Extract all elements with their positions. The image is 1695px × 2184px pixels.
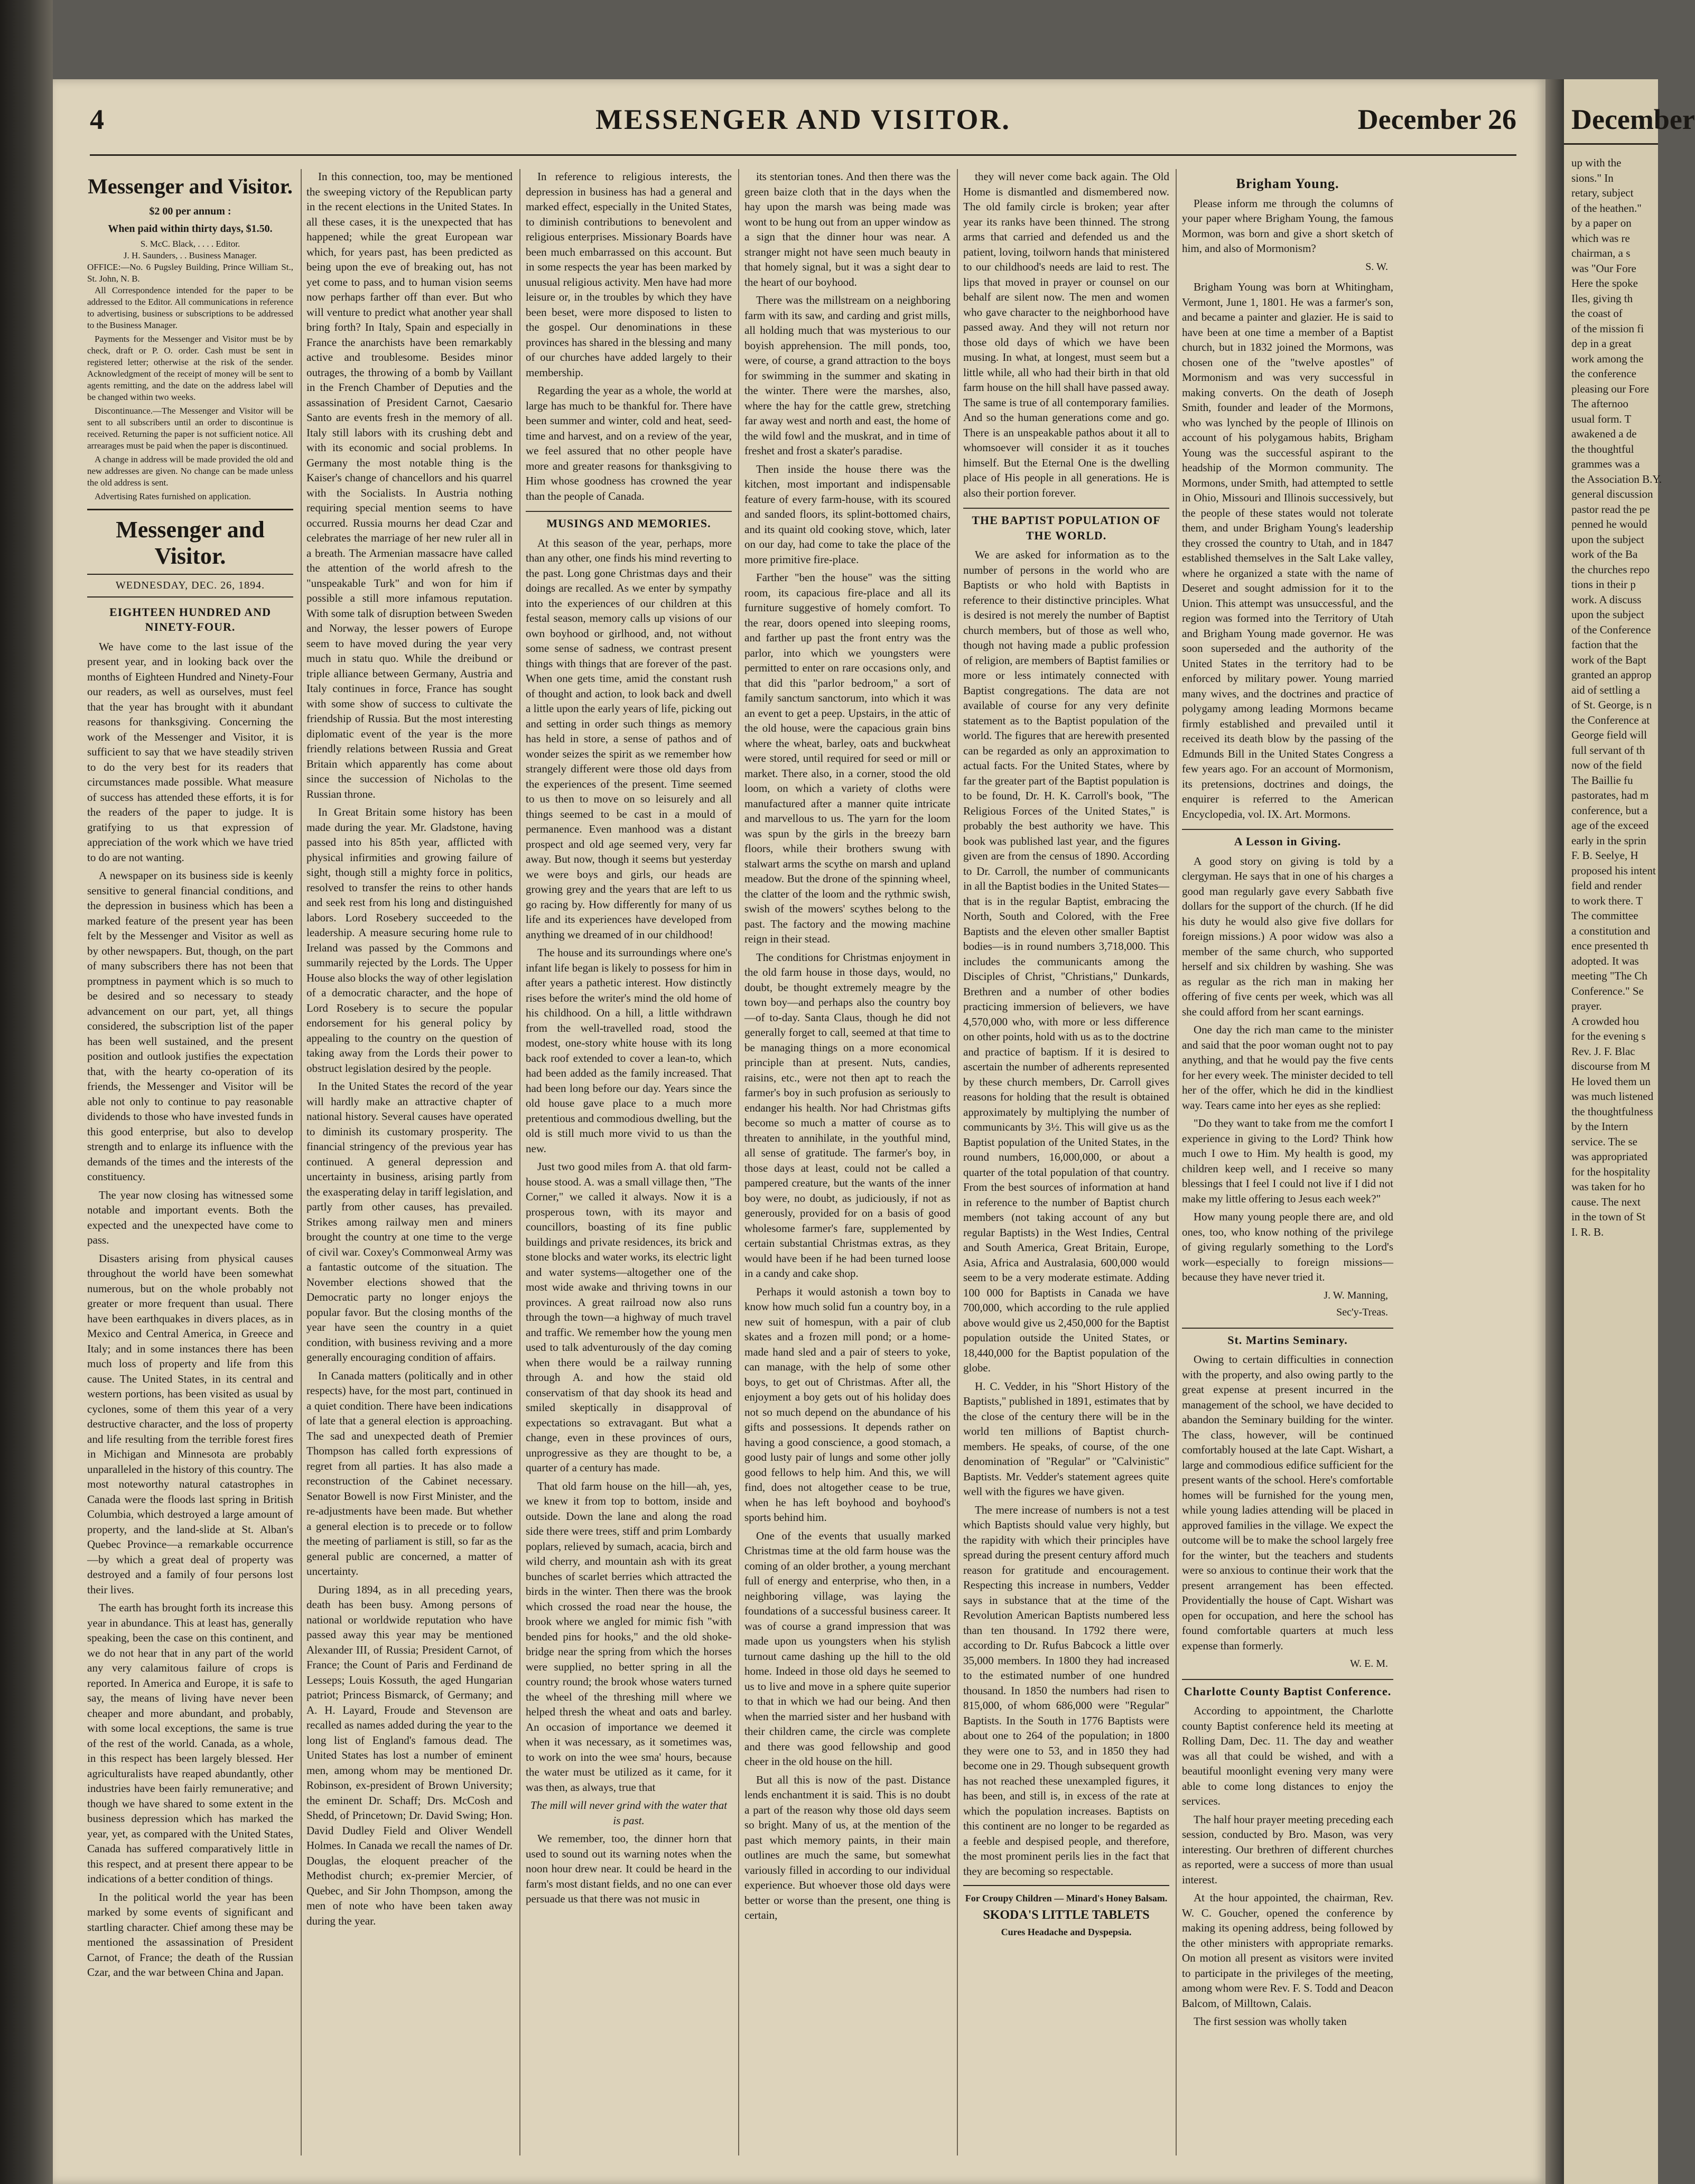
facing-page-line: retary, subject xyxy=(1571,186,1634,199)
facing-page-line: general discussion xyxy=(1571,488,1653,500)
paragraph: Then inside the house there was the kitchen, most important and indispensable feature of every farm-house, with its scoured and sanded floors, its splint-bottomed chairs, and its quaint old cooking stove, which, later on our day, had come to take the place of the more primitive fire-place. xyxy=(744,462,951,566)
facing-page-header: December xyxy=(1571,104,1695,135)
facing-page-line: of the heathen." xyxy=(1571,201,1642,214)
notice-payments: Payments for the Messenger and Visitor must be by check, draft or P. O. order. Cash must be sent in registered letter; otherwise at the risk of the sender. Acknowledgment of the receipt of money will be sent to agents remitting, and the date on the address label will be changed within two weeks. xyxy=(87,334,293,402)
notice-correspondence: All Correspondence intended for the paper to be addressed to the Editor. All communications in reference to advertising, business or subscriptions to be addressed to the Business Manager. xyxy=(87,285,293,330)
facing-page-line: the Association B.Y. xyxy=(1571,472,1662,486)
column-2 xyxy=(306,169,513,2166)
article-title: A Lesson in Giving. xyxy=(1182,829,1393,850)
facing-page-line: age of the exceed xyxy=(1571,819,1649,832)
quotation: The mill will never grind with the water that is past. xyxy=(530,1799,728,1827)
page-number: 4 xyxy=(90,104,104,135)
facing-page-line: conference, but a xyxy=(1571,804,1647,817)
masthead: MESSENGER AND VISITOR. xyxy=(595,104,1011,135)
paragraph: "Do they want to take from me the comfort I experience in giving to the Lord? Think how much I owe to Him. My health is good, my children keep well, and I receive so many blessings that I feel I could not live if I did not make my little offering to Jesus each week?" xyxy=(1182,1117,1393,1205)
facing-page-line: for the evening s xyxy=(1571,1030,1646,1042)
facing-page-line: the thoughtful xyxy=(1571,442,1634,455)
notice-advertising: Advertising Rates furnished on application. xyxy=(95,491,252,501)
page-header xyxy=(90,103,1516,145)
header-rule xyxy=(90,154,1516,156)
facing-page-line: upon the subject xyxy=(1571,533,1644,546)
paragraph: How many young people there are, and old ones, too, who know nothing of the privilege of giving regularly something to the Lord's work—especially to foreign missions—because they have never tried it. xyxy=(1182,1210,1393,1283)
facing-page-line: grammes was a xyxy=(1571,458,1640,470)
facing-page-line: of the mission fi xyxy=(1571,322,1644,335)
paragraph: Regarding the year as a whole, the world at large has much to be thankful for. There have been summer and winter, cold and heat, seed-time and harvest, and on a review of the year, we feel assured that no other people have more and greater reasons for thanksgiving to Him whose goodness has crowned the year than the people of Canada. xyxy=(526,384,732,502)
paragraph: its stentorian tones. And then there was the green baize cloth that in the days when the hay upon the marsh was being made was wont to be hung out from an upper window as a sign that the dinner hour was near. A stranger might not have seen much beauty in that homely signal, but it was a sight dear to the heart of our boyhood. xyxy=(744,170,951,288)
article-title: St. Martins Seminary. xyxy=(1182,1328,1393,1348)
facing-page-line: I. R. B. xyxy=(1571,1225,1604,1238)
facing-page-line: which was re xyxy=(1571,231,1630,245)
notice-address-change: A change in address will be made provided the old and new addresses are given. No change can be made unless the old address is sent. xyxy=(87,454,293,488)
paragraph: they will never come back again. The Old Home is dismantled and dismembered now. The old family circle is broken; year after year its ranks have been thinned. The strong arms that carried and defended us and the patient, loving, toilworn hands that ministered to our childhood's needs are laid to rest. The lips that moved in prayer or counsel on our behalf are silent now. The men and women who gave character to the neighborhood have passed away. And they will not return nor those old days of which we have been musing. In what, at longest, must seem but a little while, all who had their birth in that old farm house on the hill shall have passed away. The same is true of all contemporary families. And so the human generations come and go. There is an unspeakable pathos about it all to whomsoever will consider it as it touches himself. But the Eternal One is the dwelling place of His people in all generations. He is also their portion forever. xyxy=(963,170,1169,499)
paragraph: Owing to certain difficulties in connection with the property, and also owing partly to the great expense at present incurred in the management of the school, we have decided to abandon the Seminary building for the winter. The class, however, will be continued comfortably housed at the late Capt. Wishart, a large and commodious edifice sufficient for the present wants of the school. Here's comfortable homes will be furnished for the young men, while young ladies attending will be placed in approved families in the village. We expect the outcome will be to make the school largely free for the winter, but the teachers and students were so anxious to continue their work that the present arrangement has been effected. Providentially the house of Capt. Wishart was open for occupation, and here the school has found comfortable quarters at much less expense than formerly. xyxy=(1182,1353,1393,1652)
paragraph: There was the millstream on a neighboring farm with its saw, and carding and grist mills, all holding much that was mysterious to our boyish apprehension. The mill ponds, too, were, of course, a grand attraction to the boys for swimming in the summer and skating in the winter. There were the marshes, also, where the hay for the cattle grew, stretching far away west and north and east, the home of the wild fowl and the muskrat, and in time of freshet and frost a skater's paradise. xyxy=(744,294,951,457)
terms-line-2: When paid within thirty days, $1.50. xyxy=(108,222,273,235)
facing-page-text xyxy=(1564,155,1662,1239)
facing-page-line: was taken for ho xyxy=(1571,1180,1645,1193)
column-rule xyxy=(301,169,302,2155)
divider xyxy=(87,596,293,598)
facing-page-line: was much listened xyxy=(1571,1090,1654,1103)
paragraph: The conditions for Christmas enjoyment in the old farm house in those days, would, no doubt, be thought extremely meagre by the town boy—and perhaps also the country boy—of to-day. Santa Claus, though he did not generally forget to call, seemed at that time to be managing things on a more economical principle than at present. Nuts, candies, raisins, etc., were not then apt to reach the farmer's boy in such profusion as seriously to endanger his health. Nor had Christmas gifts become so much a matter of course as to threaten to annihilate, in the youthful mind, all sense of gratitude. The farmer's boy, in those days at least, could not be called a pampered creature, but the wants of the inner boy were, no doubt, as judiciously, if not as generously, provided for on a basis of good wholesome farmer's fare, supplemented by certain substantial Christmas extras, as they would have been if he had been turned loose in a candy and cake shop. xyxy=(744,950,951,1280)
paragraph: H. C. Vedder, in his "Short History of the Baptists," published in 1891, estimates that by the close of the century there will be in the world ten millions of Baptist church-members. He speaks, of course, of the one denomination of "Regular" or "Calvinistic" Baptists. Mr. Vedder's statement agrees quite well with the figures we have given. xyxy=(963,1379,1169,1498)
facing-page-line: the conference xyxy=(1571,367,1636,380)
book-spine xyxy=(0,0,53,2184)
paragraph: Please inform me through the columns of your paper where Brigham Young, the famous Mormon, was born and give a short sketch of him, and also of Mormonism? xyxy=(1182,197,1393,255)
facing-page-line: The Baillie fu xyxy=(1571,773,1633,787)
facing-page-line: prayer. xyxy=(1571,1000,1602,1012)
paragraph: Perhaps it would astonish a town boy to know how much solid fun a country boy, in a new suit of homespun, with a pair of club skates and a frozen mill pond; or a home-made hand sled and a pair of steers to yoke, can manage, with the help of some other boys, to get out of Christmas. After all, the enjoyment a boy gets out of his holiday does not so much depend on the abundance of his gifts and possessions. It depends rather on having a good conscience, a good stomach, a good lusty pair of lungs and some other jolly good fellows to help him. And this, we will find, does not altogether cease to be true, when he has left boyhood and boyhood's sports behind him. xyxy=(744,1285,951,1524)
facing-page-line: ence presented th xyxy=(1571,939,1649,952)
paragraph: We are asked for information as to the number of persons in the world who are Baptists or who hold with Baptists in reference to their distinctive principles. What is desired is not merely the number of Baptist church members, but of those as well who, though not having made a public profession of religion, are members of Baptist families or more or less intimately connected with Baptist congregations. The data are not available of course for any very definite statement as to the Baptist population of the world. The figures that are herewith presented can be regarded as only an approximation to actual facts. For the United States, where by far the greater part of the Baptist population is to be found, Dr. H. K. Carroll's book, "The Religious Forces of the United States," is probably the best authority we have. This book was published last year, and the figures given are from the census of 1890. According to Dr. Carroll, the number of communicants in all the Baptist bodies in the United States—that is in the regular Baptist, embracing the North, South and Colored, with the Free Baptists and the eleven other smaller Baptist bodies—is in round numbers 3,718,000. This includes the communicants among the Disciples of Christ, "Christians," Dunkards, Brethren and a number of other bodies practicing immersion of believers, we have 4,570,000 who, with more or less difference on other points, hold with us as to the doctrine and practice of baptism. If it is desired to ascertain the number of adherents represented by these church members, Dr. Carroll gives reasons for holding that the result is obtained approximately by multiplying the number of communicants by 3½. This will give us as the Baptist population of the United States, in the round numbers, 16,000,000, or about a quarter of the total population of that country. From the best sources of information at hand in reference to the number of Baptist church members (not taking account of any but regular Baptists) in the West Indies, Central and South America, Great Britain, Europe, Asia, Africa and Australasia, 600,000 would seem to be a very moderate estimate. Adding 100 000 for Baptists in Canada we have 700,000, which according to the rule applied above would give us 2,450,000 for the Baptist population outside the United States, or 18,440,000 for the Baptist population of the globe. xyxy=(963,548,1169,1374)
facing-page-line: to work there. T xyxy=(1571,894,1643,907)
advertisement-skoda: SKODA'S LITTLE TABLETS xyxy=(983,1908,1150,1922)
column-3 xyxy=(526,169,732,2166)
paragraph: But all this is now of the past. Distance lends enchantment it is said. This is no doubt a part of the reason why those old days seem so bright. Many of us, at the mention of the past which memory paints, in their main outlines are much the same, but somewhat variously filled in according to our individual experience. But whoever those old days were better or worse than the present, one thing is certain, xyxy=(744,1773,951,1921)
facing-page-line: George field will xyxy=(1571,729,1647,741)
facing-page-line: was appropriated xyxy=(1571,1150,1648,1163)
paragraph: According to appointment, the Charlotte county Baptist conference held its meeting at Rolling Dam, Dec. 11. The day and weather was all that could be wished, and with a beautiful moonlight evening very many were able to come long distances to enjoy the services. xyxy=(1182,1704,1393,1807)
article-title: THE BAPTIST POPULATION OF THE WORLD. xyxy=(963,508,1169,543)
column-6 xyxy=(1182,169,1393,2166)
facing-page-line: A crowded hou xyxy=(1571,1014,1640,1028)
facing-page-line: pastorates, had m xyxy=(1571,789,1649,801)
facing-page-line: Here the spoke xyxy=(1571,277,1638,290)
column-rule xyxy=(1176,169,1177,2155)
facing-page-line: Iles, giving th xyxy=(1571,292,1633,305)
terms-line-1: $2 00 per annum : xyxy=(149,206,231,217)
paragraph: The mere increase of numbers is not a test which Baptists should value very highly, but the rapidity with which their principles have spread during the present century afford much reason for gratitude and encouragement. Respecting this increase in numbers, Vedder says in substance that at the time of the Revolution American Baptists numbered less than ten thousand. In 1792 there were, according to Dr. Rufus Babcock a little over 35,000 members. In 1800 they had increased to the estimated number of one hundred thousand. In 1850 the numbers had risen to 815,000, of whom 686,000 were "Regular" Baptists. In the South in 1776 Baptists were about one to 264 of the population; in 1800 they were one to 53, and in 1850 they had become one in 29. Though subsequent growth has not reached these unexampled figures, it has been, and still is, in excess of the rate at which the population increases. Baptists on this continent are no longer to be regarded as a feeble and despised people, and therefore, the most prominent perils lies in the fact that they are becoming so respectable. xyxy=(963,1503,1169,1878)
paragraph: A newspaper on its business side is keenly sensitive to general financial conditions, and the depression in business which has been a marked feature of the present year has been felt by the Messenger and Visitor as well as by other newspapers. But, though, on the part of many subscribers there has not been that promptness in payment which is so much to be desired and so necessary to steady advancement on our part, yet, all things considered, the subscription list of the paper has been well sustained, and the present position and outlook justifies the expectation that, with the hearty co-operation of its friends, the Messenger and Visitor will be able not only to continue to pay reasonable dividends to those who have invested funds in this good enterprise, but also to develop strength and to enlarge its influence with the demands of the times and the interests of the constituency. xyxy=(87,869,293,1183)
facing-page-line: work of the Bapt xyxy=(1571,653,1646,666)
facing-page-line: He loved them un xyxy=(1571,1075,1651,1088)
facing-page-line: work among the xyxy=(1571,352,1644,365)
facing-page-line: penned he would xyxy=(1571,518,1647,530)
facing-page-line: now of the field xyxy=(1571,759,1642,771)
facing-page-line: usual form. T xyxy=(1571,412,1632,425)
facing-page-line: for the hospitality xyxy=(1571,1165,1651,1178)
facing-page-line: awakened a de xyxy=(1571,427,1637,440)
facing-page-line: F. B. Seelye, H xyxy=(1571,849,1638,862)
facing-page-line: work of the Ba xyxy=(1571,548,1638,561)
advertisement-balsam: For Croupy Children — Minard's Honey Balsam. xyxy=(965,1893,1168,1903)
paragraph: The first session was wholly taken xyxy=(1194,2015,1347,2028)
column-rule xyxy=(519,169,520,2155)
paragraph: Just two good miles from A. that old farm-house stood. A. was a small village then, "The Corner," we called it always. Now it is a prosperous town, with its mayor and councillors, boasting of its fine public buildings and private residences, its brick and stone blocks and water works, its electric light and water systems—altogether one of the most wide awake and thriving towns in our provinces. A great railroad now also runs through the town—a highway of much travel and traffic. We remember how the young men used to talk adventurously of the day coming when there would be a railway running through A. and how the staid old conservatism of that day shook its head and smiled skeptically in disapproval of expectations so extravagant. But what a change, even in these provinces of ours, unprogressive as they are thought to be, a quarter of a century has made. xyxy=(526,1160,732,1474)
facing-page-line: adopted. It was xyxy=(1571,954,1639,967)
facing-page-line: in the town of St xyxy=(1571,1210,1645,1223)
facing-page-line: work. A discuss xyxy=(1571,593,1642,606)
signature: W. E. M. xyxy=(1349,1658,1388,1669)
signature: S. W. xyxy=(1365,260,1388,273)
book-gutter xyxy=(1545,79,1564,2184)
paragraph: Farther "ben the house" was the sitting room, its capacious fire-place and all its furniture suggestive of homely comfort. To the rear, doors opened into sleeping rooms, and farther up past the front entry was the parlor, into which we youngsters were permitted to enter on rare occasions only, and that did this "parlor bedroom," a sort of family sanctum sanctorum, into which it was an event to get a peep. Upstairs, in the attic of the old house, were the capacious grain bins where the wheat, barley, oats and buckwheat were stored, until required for seed or mill or market. There also, in a corner, stood the old loom, on which a variety of cloths were manufactured after a manner quite intricate and marvellous to us. The yarn for the loom was spun by the girls in the breezy barn floors, while their brothers swung with stalwart arms the scythe on marsh and upland meadow. But the drone of the spinning wheel, the clatter of the loom and the rythmic swish, swish of the mowers' scythes belong to the past. The factory and the mowing machine reign in their stead. xyxy=(744,571,951,945)
editorial-title: Messenger and Visitor. xyxy=(116,517,265,569)
facing-page-line: tions in their p xyxy=(1571,578,1636,591)
facing-page-line: the thoughtfulness xyxy=(1571,1105,1653,1118)
paragraph: In this connection, too, may be mentioned the sweeping victory of the Republican party in the recent elections in the United States. In all these cases, it is the unexpected that has happened; while the great European war which, for years past, has been predicted as being upon the eve of breaking out, has not yet come to pass, and to human vision seems now perhaps farther off than ever. But who will venture to predict what another year shall bring forth? In Italy, Spain and especially in France the anarchists have been remarkably active and troublesome. Besides minor outrages, the throwing of a bomb by Vaillant in the French Chamber of Deputies and the assassination of President Carnot, Caesario Santo are events fresh in the memory of all. Italy still labors with its crushing debt and with its economic and social problems. In Germany the most notable thing is the Kaiser's change of chancellors and his quarrel with the Socialists. In Austria nothing requiring special mention seems to have occurred. Russia mourns her dead Czar and celebrates the marriage of her new ruler all in a breath. The Armenian massacre have called the attention of the world afresh to the "unspeakable Turk" and won for him if possible a still more infamous reputation. With some talk of disruption between Sweden and Norway, the lesser powers of Europe seem to have moved during the year very much in statu quo. While the dreibund or triple alliance between Germany, Austria and Italy continues in force, France has sought with some show of success to cultivate the friendship of Russia. But the most interesting diplomatic event of the year is the more friendly relations between Russia and Great Britain which apparently has come about since the succession of Nicholas to the Russian throne. xyxy=(306,170,513,800)
divider xyxy=(87,574,293,575)
paragraph: The year now closing has witnessed some notable and important events. Both the expected and the unexpected have come to pass. xyxy=(87,1188,293,1246)
column-4 xyxy=(744,169,951,2166)
facing-page-line: Conference." Se xyxy=(1571,984,1644,997)
column-rule xyxy=(738,169,739,2155)
facing-page-line: by a paper on xyxy=(1571,217,1632,229)
issue-date-header: December 26 xyxy=(1357,104,1516,135)
editor-line: S. McC. Black, . . . . Editor. xyxy=(140,239,240,249)
column-5 xyxy=(963,169,1169,2166)
facing-page-line: service. The se xyxy=(1571,1135,1637,1148)
facing-page-line: the churches repo xyxy=(1571,563,1650,576)
article-title: MUSINGS AND MEMORIES. xyxy=(526,511,732,531)
paragraph: One day the rich man came to the minister and said that the poor woman ought not to pay anything, and that he would pay the five cents for her every week. The minister decided to tell her of the offer, which he did in the kindliest way. Tears came into her eyes as she replied: xyxy=(1182,1023,1393,1112)
column-1 xyxy=(87,169,293,2166)
facing-page-line: early in the sprin xyxy=(1571,834,1646,847)
paragraph: The house and its surroundings where one's infant life began is likely to possess for him in after years a pathetic interest. How distinctly rises before the writer's mind the old home of his childhood. On a hill, a little withdrawn from the well-travelled road, stood the modest, one-story white house with its long back roof extended to cover a lean-to, which had been added as the family increased. That had been long before our day. Years since the old house gave place to a much more pretentious and commodious dwelling, but the old is still much more vivid to us than the new. xyxy=(526,946,732,1155)
facing-page-line: sions." In xyxy=(1571,171,1614,184)
facing-page-line: Rev. J. F. Blac xyxy=(1571,1044,1635,1058)
signature-title: Sec'y-Treas. xyxy=(1336,1306,1388,1318)
paragraph: During 1894, as in all preceding years, death has been busy. Among persons of national or worldwide reputation who have passed away this year may be mentioned Alexander III, of Russia; President Carnot, of France; the Count of Paris and Ferdinand de Lesseps; Louis Kossuth, the aged Hungarian patriot; Princess Bismarck, of Germany; and A. H. Layard, Froude and Stevenson are recalled as names added during the year to the long list of England's famous dead. The United States has lost a number of eminent men, among whom may be mentioned Dr. Robinson, ex-president of Brown University; the eminent Dr. Schaff; Drs. McCosh and Shedd, of Princetown; Dr. David Swing; Hon. David Dudley Field and Oliver Wendell Holmes. In Canada we recall the names of Dr. Douglas, the eloquent preacher of the Methodist church; ex-premier Mercier, of Quebec, and Sir John Thompson, among the men of note who have been taken away during the year. xyxy=(306,1583,513,1927)
facing-page-line: granted an approp xyxy=(1571,668,1652,681)
paragraph: Brigham Young was born at Whitingham, Vermont, June 1, 1801. He was a farmer's son, and became a painter and glazier. He is said to have been at one time a member of a Baptist church, but in 1832 joined the Mormons, was chosen one of the "twelve apostles" of Mormonism and was very successful in making converts. On the death of Joseph Smith, founder and leader of the Mormons, who was lynched by the people of Illinois on account of his polygamous habits, Brigham Young was the successful aspirant to the headship of the Mormon community. The Mormons, under Smith, had attempted to settle in Ohio, Missouri and Illinois successively, but the people of these states would not tolerate them, and under Brigham Young's leadership they crossed the country to Utah, and in 1847 established themselves in the Salt Lake valley, where he organized a state with the name of Deseret and sought admission for it to the Union. This attempt was unsuccessful, and the region was formed into the Territory of Utah and Brigham Young made governor. He was soon superseded and the authority of the United States in the territory had to be enforced by military power. Young married many wives, and the doctrines and practice of polygamy among leading Mormons became firmly established and prevailed until it received its death blow by the passing of the Edmunds Bill in the United States Congress a few years ago. For an account of Mormonism, its pretensions, doctrines and doings, the enquirer is referred to the American Encyclopedia, vol. IX. Art. Mormons. xyxy=(1182,281,1393,820)
facing-page-line: proposed his intent xyxy=(1571,864,1656,877)
facing-page-line: discourse from M xyxy=(1571,1060,1651,1072)
facing-page-line: up with the xyxy=(1571,156,1622,169)
article-title: EIGHTEEN HUNDRED AND NINETY-FOUR. xyxy=(109,605,272,633)
facing-page xyxy=(1564,79,1695,2184)
paragraph: A good story on giving is told by a clergyman. He says that in one of his charges a good man regularly gave every Sabbath five dollars for the support of the church. (If he did his duty he would also give five dollars for foreign missions.) A poor widow was also a member of the same church, who supported herself and six children by washing. She was as regular as the rich man in making her offering of five cents per week, which was all she could afford from her scant earnings. xyxy=(1182,854,1393,1018)
facing-page-line: field and render xyxy=(1571,879,1642,892)
office-address: OFFICE:—No. 6 Pugsley Building, Prince William St., St. John, N. B. xyxy=(87,262,293,284)
manager-line: J. H. Saunders, . . Business Manager. xyxy=(123,250,257,260)
facing-page-line: pleasing our Fore xyxy=(1571,382,1649,395)
paragraph: That old farm house on the hill—ah, yes, we knew it from top to bottom, inside and outside. Down the lane and along the road side there were trees, stiff and prim Lombardy poplars, relieved by sumach, acacia, birch and wild cherry, and mountain ash with its great bunches of scarlet berries which attracted the birds in the winter. Then there was the brook which crossed the road near the house, the brook where we angled for mimic fish "with bended pins for hooks," and the old shoke-bridge near the spring from which the horses were supplied, no better spring in all the country round; the brook whose waters turned the wheel of the threshing mill where we helped thresh the wheat and oats and barley. An occasion of importance we deemed it when it was necessary, as it sometimes was, to work on into the wee sma' hours, because the water must be utilized as it came, for it was then, as always, true that xyxy=(526,1479,732,1794)
paragraph: At this season of the year, perhaps, more than any other, one finds his mind reverting to the past. Long gone Christmas days and their doings are recalled. As we enter by sympathy into the experiences of our children at this festal season, memory calls up visions of our own boyhood or girlhood, and, not without some sense of sadness, we contrast present things with things that are forever of the past. When one gets time, amid the constant rush of thought and action, to look back and dwell a little upon the early years of life, picking out and setting in order such things as memory has held in store, a sense of pathos and of wonder seizes the spirit as we remember how strangely different were those old days from the experiences of the present. Time seemed to us then to move on so leisurely and all things seemed to be cast in a mould of permanence. Even manhood was a distant prospect and old age seemed very, very far away. But now, though it seems but yesterday we were boys and girls, our heads are growing grey and the years that are left to us go racing by. How differently for many of us life and its experiences have developed from anything we dreamed of in our childhood! xyxy=(526,536,732,941)
facing-page-line: was "Our Fore xyxy=(1571,262,1636,275)
paragraph: At the hour appointed, the chairman, Rev. W. C. Goucher, opened the conference by making its opening address, being followed by the other ministers with appropriate remarks. On motion all present as visitors were invited to participate in the privileges of the meeting, among whom were Rev. F. S. Todd and Deacon Balcom, of Milltown, Calais. xyxy=(1182,1891,1393,2010)
facing-page-line: upon the subject xyxy=(1571,608,1644,621)
facing-page-line: The afternoo xyxy=(1571,397,1628,410)
paragraph: In the United States the record of the year will hardly make an attractive chapter of national history. Several causes have operated to diminish its customary prosperity. The financial stringency of the previous year has continued. A general depression and uncertainty in business, arising partly from the exasperating delay in tariff legislation, and partly from other causes, has prevailed. Strikes among railway men and miners brought the country at one time to the verge of civil war. Coxey's Commonweal Army was a fantastic outcome of the situation. The November elections showed that the Democratic party no longer enjoys the popular favor. But the closing months of the year have seen the country in a quiet condition, with business reviving and a more generally encouraging condition of affairs. xyxy=(306,1080,513,1364)
facing-page-line: chairman, a s xyxy=(1571,247,1631,259)
facing-page-line: by the Intern xyxy=(1571,1120,1628,1133)
paragraph: In the political world the year has been marked by some events of significant and startling character. Chief among these may be mentioned the assassination of President Carnot, of France; the death of the Russian Czar, and the war between China and Japan. xyxy=(87,1890,293,1978)
facing-page-line: dep in a great xyxy=(1571,337,1632,350)
editorial-date: WEDNESDAY, DEC. 26, 1894. xyxy=(115,580,265,591)
notice-discontinuance: Discontinuance.—The Messenger and Visitor will be sent to all subscribers until an order to discontinue is received. Returning the paper is not sufficient notice. All arrearages must be paid when the paper is discontinued. xyxy=(87,406,293,451)
subscription-box-title: Messenger and Visitor. xyxy=(88,174,293,198)
paragraph: One of the events that usually marked Christmas time at the old farm house was the coming of an older brother, a young merchant full of energy and enterprise, who then, in a neighboring village, was laying the foundations of a successful business career. It was of course a grand impression that was made upon us youngsters when his stylish turnout came dashing up the hill to the old home. Indeed in those old days he seemed to us to live and move in a sphere quite superior to that in which we had our being. And then when the married sister and her husband with their children came, the circle was complete and there was good fellowship and good cheer in the old house on the hill. xyxy=(744,1529,951,1768)
facing-page-line: The committee xyxy=(1571,909,1638,922)
column-rule xyxy=(957,169,958,2155)
facing-page-line: faction that the xyxy=(1571,638,1638,651)
paragraph: The earth has brought forth its increase this year in abundance. This at least has, generally speaking, been the case on this continent, and we do not hear that in any part of the world any very calamitous failure of crops is reported. In America and Europe, it is safe to say, the means of living have never been cheaper and more abundant, and probably, with some local exceptions, the same is true of the rest of the world. Canada, as a whole, in this respect has been largely blessed. Her agriculturalists have reaped abundantly, other industries have been fairly remunerative; and though we have shared to some extent in the business depression which has marked the year, yet, as compared with the United States, Canada has suffered comparatively little in this respect, and at present there appear to be indications of a better condition of things. xyxy=(87,1601,293,1885)
facing-page-line: pastor read the pe xyxy=(1571,502,1650,516)
divider xyxy=(963,1885,1169,1886)
header-rule xyxy=(1564,143,1658,145)
divider xyxy=(87,509,293,510)
paragraph: We have come to the last issue of the present year, and in looking back over the months of Eighteen Hundred and Ninety-Four our readers, as well as ourselves, must feel that the year has brought with it abundant reasons for thanksgiving. Concerning the work of the Messenger and Visitor, it is sufficient to say that we have steadily striven to do the very best for its readers that circumstances made possible. What measure of success has attended these efforts, it is for the readers of the paper to judge. It is gratifying to us that expression of appreciation of the work which we have tried to do are not wanting. xyxy=(87,640,293,864)
facing-page-line: the Conference at xyxy=(1571,713,1650,726)
facing-page-line: a constitution and xyxy=(1571,924,1651,937)
article-title: Brigham Young. xyxy=(1236,176,1339,191)
paragraph: The half hour prayer meeting preceding each session, conducted by Bro. Mason, was very interesting. Our brethren of different churches as reported, were a success of more than usual interest. xyxy=(1182,1813,1393,1886)
signature: J. W. Manning, xyxy=(1324,1289,1388,1301)
facing-page-line: meeting "The Ch xyxy=(1571,969,1647,982)
paragraph: In reference to religious interests, the depression in business has had a general and marked effect, especially in the United States, to diminish contributions to benevolent and religious enterprises. Missionary Boards have been much embarrassed on this account. But in some respects the year has been marked by unusual religious activity. Men have had more leisure or, in the troubles by which they have been beset, were more disposed to listen to the gospel. Our denominations in these provinces has shared in the blessing and many of our churches have added largely to their membership. xyxy=(526,170,732,379)
facing-page-line: aid of settling a xyxy=(1571,683,1641,696)
facing-page-line: the coast of xyxy=(1571,307,1623,320)
paragraph: We remember, too, the dinner horn that used to sound out its warning notes when the noon hour drew near. It could be heard in the farm's most distant fields, and no one can ever persuade us that there was not music in xyxy=(526,1832,732,1905)
facing-page-line: cause. The next xyxy=(1571,1195,1641,1208)
paragraph: Disasters arising from physical causes throughout the world have been somewhat numerous, but on the whole probably not greater or more frequent than usual. There have been earthquakes in divers places, as in Mexico and Central America, in Greece and Italy; and in some instances there has been much loss of property and life from this cause. The United States, in its central and western portions, has been visited as usual by cyclones, some of them this year of a very destructive character, and the loss of property and life resulting from the terrible forest fires in Michigan and Minnesota are probably unparalleled in the history of this country. The most noteworthy natural catastrophes in Canada were the floods last spring in British Columbia, which destroyed a large amount of property, and the land-slide at St. Alban's Quebec Province—a remarkable occurrence—by which a great deal of property was destroyed and a family of four persons lost their lives. xyxy=(87,1252,293,1596)
advertisement-skoda-tagline: Cures Headache and Dyspepsia. xyxy=(1001,1926,1132,1937)
paragraph: In Canada matters (politically and in other respects) have, for the most part, continued in a quiet condition. There have been indications of late that a general election is approaching. The sad and unexpected death of Premier Thompson has called forth expressions of regret from all parties. It has also made a reconstruction of the Cabinet necessary. Senator Bowell is now First Minister, and the re-adjustments have been made. But whether a general election is to precede or to follow the meeting of parliament is still, so far as the general public are concerned, a matter of uncertainty. xyxy=(306,1369,513,1578)
paragraph: In Great Britain some history has been made during the year. Mr. Gladstone, having passed into his 85th year, afflicted with physical infirmities and growing failure of sight, though still a mighty force in politics, resolved to transfer the reins to other hands and seek rest from his long and distinguished labors. Lord Rosebery succeeded to the leadership. A measure securing home rule to Ireland was passed by the Commons and summarily rejected by the Lords. The Upper House also blocks the way of other legislation of a democratic character, and the hope of Lord Rosebery is to secure the popular endorsement for his general policy by appealing to the country on the question of taking away from the Lords their power to obstruct legislation desired by the people. xyxy=(306,806,513,1075)
facing-page-line: of the Conference xyxy=(1571,623,1651,636)
facing-page-line: full servant of th xyxy=(1571,743,1645,757)
facing-page-line: of St. George, is n xyxy=(1571,698,1652,711)
article-title: Charlotte County Baptist Conference. xyxy=(1182,1679,1393,1700)
